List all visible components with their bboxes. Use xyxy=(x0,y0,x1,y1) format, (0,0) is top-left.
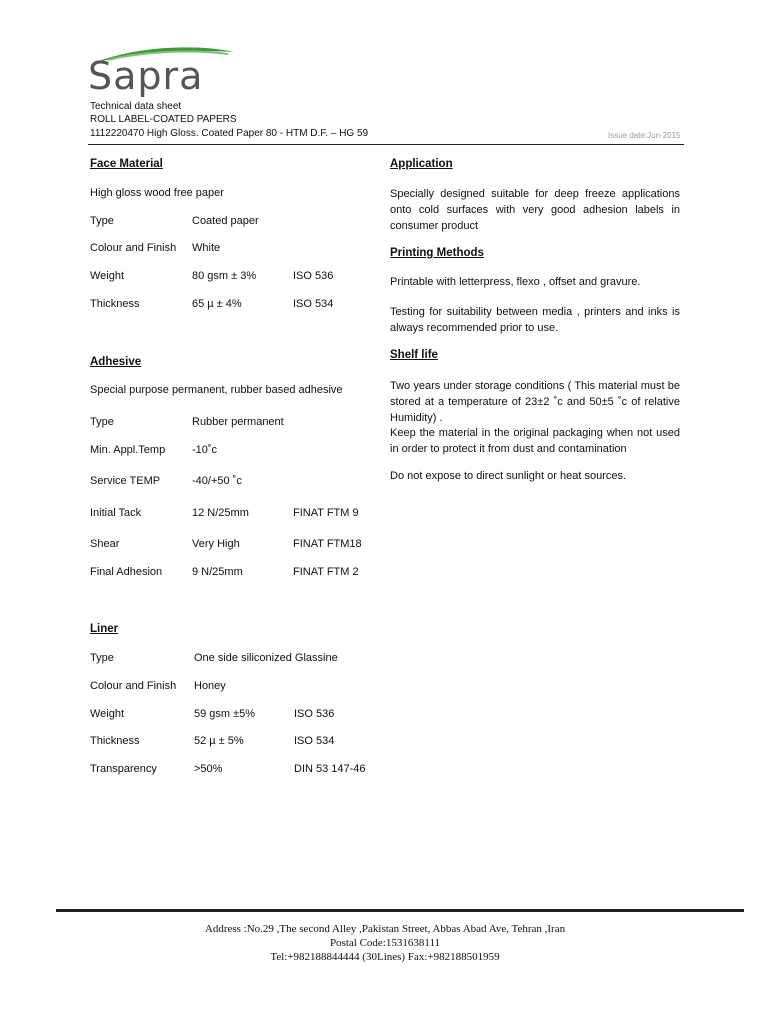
product-code: 1112220470 High Gloss. Coated Paper 80 - HTM D.F. – HG 59 xyxy=(90,128,369,139)
face-type-value: Coated paper xyxy=(192,215,259,227)
face-colour-label: Colour and Finish xyxy=(90,242,177,254)
face-weight-value: 80 gsm ± 3% xyxy=(192,270,257,282)
liner-thickness-value: 52 µ ± 5% xyxy=(194,735,244,747)
liner-thickness-standard: ISO 534 xyxy=(294,735,335,747)
printing-methods-title: Printing Methods xyxy=(390,247,484,259)
min-appl-temp-label: Min. Appl.Temp xyxy=(90,444,166,456)
product-category: ROLL LABEL-COATED PAPERS xyxy=(90,114,237,125)
liner-type-value: One side siliconized Glassine xyxy=(194,652,338,664)
liner-transparency-label: Transparency xyxy=(90,763,157,775)
final-adhesion-value: 9 N/25mm xyxy=(192,566,243,578)
footer-postal-code: Postal Code:1531638111 xyxy=(329,937,441,949)
face-weight-standard: ISO 536 xyxy=(293,270,334,282)
doc-type: Technical data sheet xyxy=(90,101,182,112)
shelf-life-storage-text: Two years under storage conditions ( This material must be stored at a temperature of 23±2 ˚c and 50±5 ˚c of relative Humidity) . xyxy=(390,380,680,424)
face-material-description: High gloss wood free paper xyxy=(90,187,224,199)
footer-divider xyxy=(56,909,744,912)
face-colour-value: White xyxy=(192,242,221,254)
shear-standard: FINAT FTM18 xyxy=(293,538,362,550)
liner-colour-value: Honey xyxy=(194,680,226,692)
liner-title: Liner xyxy=(90,623,119,635)
min-appl-temp-value: -10˚c xyxy=(192,444,218,456)
face-weight-label: Weight xyxy=(90,270,125,282)
application-title: Application xyxy=(390,158,453,170)
face-material-title: Face Material xyxy=(90,158,163,170)
service-temp-value: -40/+50 ˚c xyxy=(192,475,242,487)
shelf-life-title: Shelf life xyxy=(390,349,438,361)
shelf-life-packaging-text: Keep the material in the original packaging when not used in order to protect it from dust and contamination xyxy=(390,427,680,455)
shear-value: Very High xyxy=(192,538,240,550)
face-thickness-value: 65 µ ± 4% xyxy=(192,298,242,310)
initial-tack-standard: FINAT FTM 9 xyxy=(293,507,359,519)
shelf-life-sunlight-text: Do not expose to direct sunlight or heat sources. xyxy=(390,470,627,482)
footer-address: Address :No.29 ,The second Alley ,Pakistan Street, Abbas Abad Ave, Tehran ,Iran xyxy=(204,923,566,935)
liner-type-label: Type xyxy=(90,652,114,664)
face-type-label: Type xyxy=(90,215,114,227)
adhesive-description: Special purpose permanent, rubber based adhesive xyxy=(90,384,343,396)
logo-text: Sapra xyxy=(88,54,204,98)
liner-weight-label: Weight xyxy=(90,708,125,720)
company-logo xyxy=(88,44,240,100)
issue-date: Issue date:Jun-2015 xyxy=(608,131,681,140)
face-thickness-standard: ISO 534 xyxy=(293,298,334,310)
service-temp-label: Service TEMP xyxy=(90,475,161,487)
face-thickness-label: Thickness xyxy=(90,298,140,310)
liner-thickness-label: Thickness xyxy=(90,735,140,747)
footer-contact: Tel:+982188844444 (30Lines) Fax:+982188501959 xyxy=(270,951,500,963)
shear-label: Shear xyxy=(90,538,120,550)
application-text: Specially designed suitable for deep freeze applications onto cold surfaces with very good adhesion labels in consumer product xyxy=(390,188,680,232)
final-adhesion-standard: FINAT FTM 2 xyxy=(293,566,359,578)
liner-colour-label: Colour and Finish xyxy=(90,680,177,692)
adhesive-title: Adhesive xyxy=(90,356,142,368)
initial-tack-label: Initial Tack xyxy=(90,507,142,519)
liner-transparency-standard: DIN 53 147-46 xyxy=(294,763,366,775)
final-adhesion-label: Final Adhesion xyxy=(90,566,163,578)
adhesive-type-value: Rubber permanent xyxy=(192,416,284,428)
liner-weight-value: 59 gsm ±5% xyxy=(194,708,256,720)
liner-transparency-value: >50% xyxy=(194,763,223,775)
adhesive-type-label: Type xyxy=(90,416,114,428)
header-divider xyxy=(88,144,684,145)
printing-methods-text: Printable with letterpress, flexo , offset and gravure. xyxy=(390,276,641,288)
liner-weight-standard: ISO 536 xyxy=(294,708,335,720)
printing-testing-text: Testing for suitability between media , printers and inks is always recommended prior to use. xyxy=(390,306,680,334)
initial-tack-value: 12 N/25mm xyxy=(192,507,249,519)
